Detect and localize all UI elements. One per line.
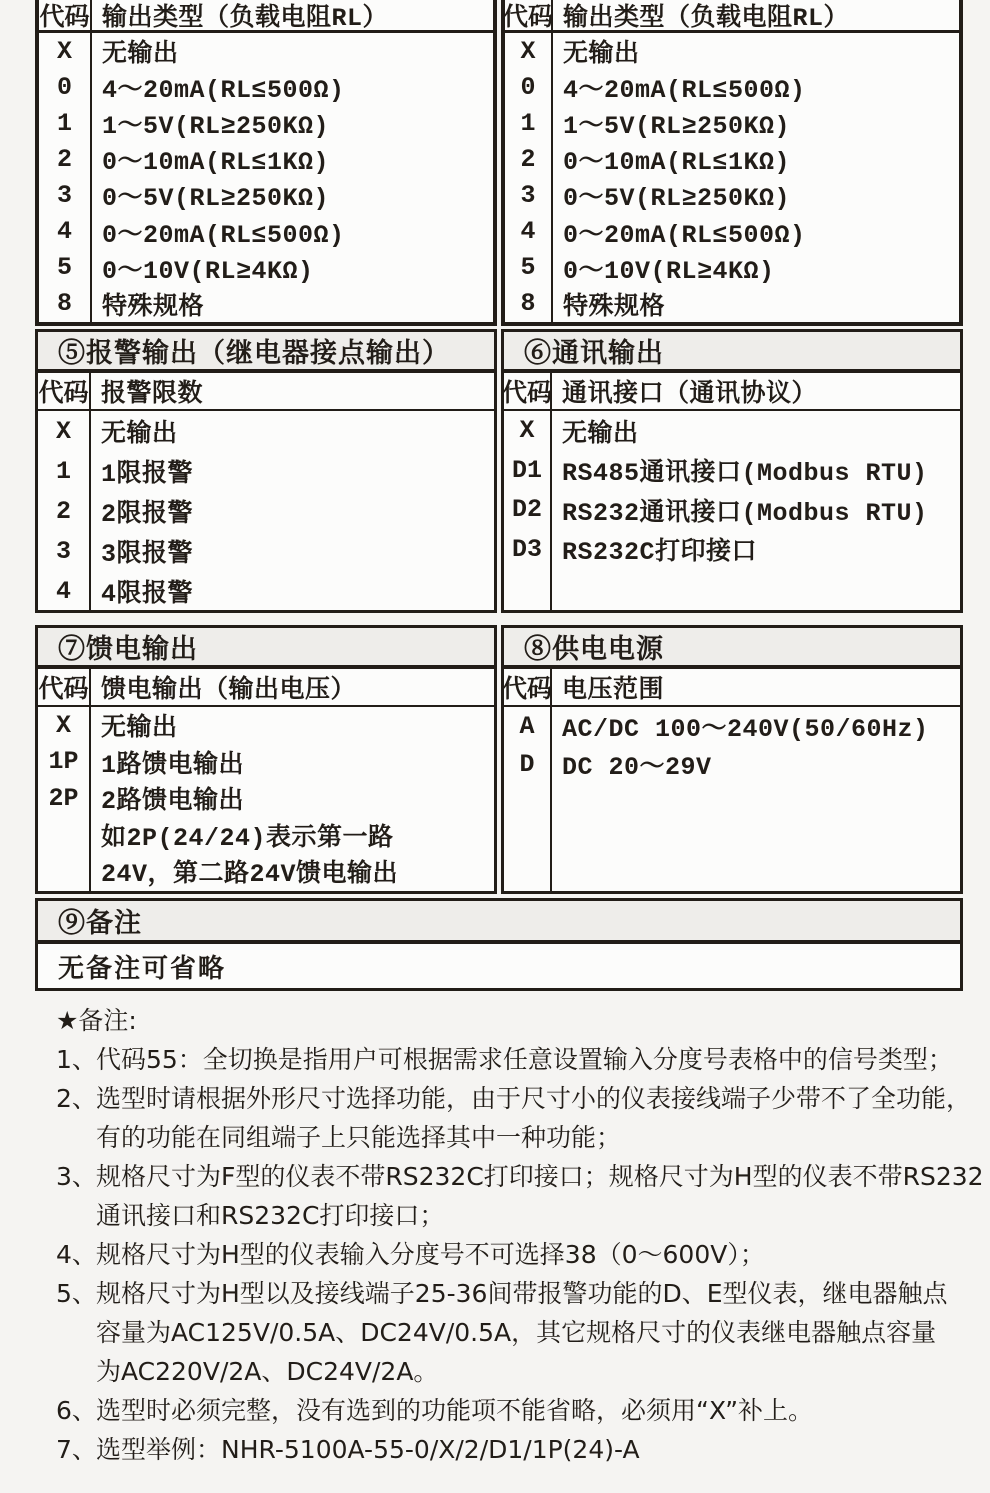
row-desc: 0～10mA(RL≤1KΩ)	[102, 148, 330, 178]
table-row	[505, 213, 959, 249]
table-filler	[504, 569, 960, 610]
footnote-line	[56, 1313, 976, 1352]
header-desc: 输出类型（负载电阻RL）	[102, 4, 389, 30]
table-row	[504, 451, 960, 491]
row-desc: 2路馈电输出	[101, 787, 245, 817]
footnote-line	[56, 1391, 976, 1430]
filler-desc	[552, 783, 960, 891]
footnote-text: 规格尺寸为H型的仪表输入分度号不可选择38（0～600V）；	[96, 1240, 765, 1269]
filler-code	[504, 783, 552, 891]
table-row	[505, 69, 959, 105]
filler-desc	[91, 890, 494, 892]
table-body	[504, 411, 960, 610]
header-code: 代码	[39, 0, 92, 30]
row-code: D1	[504, 451, 552, 491]
section-title: ⑤报警输出（继电器接点输出）	[38, 332, 494, 373]
table-header-row	[504, 669, 960, 707]
table-row	[38, 491, 494, 531]
table-rows	[39, 33, 493, 322]
row-code	[38, 817, 91, 854]
footnote-line	[56, 1430, 976, 1469]
footnote-number: 6、	[56, 1396, 97, 1425]
table-row	[504, 745, 960, 783]
row-code: 3	[505, 177, 553, 213]
row-desc: 3限报警	[101, 540, 194, 569]
table-rows	[38, 707, 494, 890]
table-row	[38, 571, 494, 610]
row-desc: 0～5V(RL≥250KΩ)	[102, 184, 330, 214]
section-alarm-output	[35, 329, 497, 613]
row-code: 2	[39, 141, 92, 177]
table-row	[39, 177, 493, 213]
row-code: 1	[39, 105, 92, 141]
row-desc: 0～20mA(RL≤500Ω)	[563, 220, 806, 250]
row-desc: 0～10V(RL≥4KΩ)	[102, 256, 314, 286]
row-desc: 1限报警	[101, 460, 194, 489]
row-code: X	[504, 411, 552, 451]
footnote-text: 代码55：全切换是指用户可根据需求任意设置输入分度号表格中的信号类型；	[96, 1045, 953, 1074]
footnote-line	[56, 1157, 984, 1196]
row-desc: 无输出	[563, 40, 640, 70]
table-row	[505, 105, 959, 141]
table-filler	[504, 783, 960, 891]
row-code: X	[38, 411, 91, 451]
row-code: 3	[38, 531, 91, 571]
row-desc: 0～5V(RL≥250KΩ)	[563, 184, 791, 214]
row-desc: 1～5V(RL≥250KΩ)	[563, 112, 791, 142]
table-row	[39, 33, 493, 69]
table-row	[39, 213, 493, 249]
footnote-number: 1、	[56, 1045, 97, 1074]
footnote-number: ★备注:	[56, 1006, 137, 1035]
table-header-row	[38, 373, 494, 411]
row-code: D2	[504, 490, 552, 530]
filler-code	[38, 890, 91, 892]
footnote-line	[56, 1235, 976, 1274]
table-row	[504, 707, 960, 745]
row-desc: 1路馈电输出	[101, 750, 245, 780]
table-row	[504, 411, 960, 451]
table-rows	[504, 707, 960, 783]
row-code: 1P	[38, 744, 91, 781]
table-rows	[38, 411, 494, 610]
table-header-row	[38, 669, 494, 707]
table-body	[39, 33, 493, 322]
footnote-number: 3、	[56, 1162, 97, 1191]
row-code: D	[504, 745, 552, 783]
row-desc: RS232C打印接口	[562, 538, 758, 568]
row-code: 8	[505, 286, 553, 322]
row-desc: DC 20～29V	[562, 753, 712, 782]
row-desc: 如2P(24/24)表示第一路	[101, 823, 394, 853]
row-desc: 0～10V(RL≥4KΩ)	[563, 256, 775, 286]
output-type-table-left	[35, 0, 497, 326]
row-desc: 0～20mA(RL≤500Ω)	[102, 220, 345, 250]
table-filler	[38, 890, 494, 892]
footnote-lines	[56, 1001, 984, 1469]
row-code: X	[39, 33, 92, 69]
footnote-line	[56, 1118, 976, 1157]
row-code: 2P	[38, 780, 91, 817]
row-code: 1	[38, 451, 91, 491]
row-code: 5	[39, 250, 92, 286]
section-title: ⑧供电电源	[504, 628, 960, 669]
header-code: 代码	[38, 373, 91, 409]
footnotes	[56, 1001, 984, 1469]
row-desc: AC/DC 100～240V(50/60Hz)	[562, 715, 929, 744]
footnote-number: 5、	[56, 1279, 97, 1308]
row-code: 5	[505, 250, 553, 286]
header-desc: 报警限数	[101, 380, 204, 409]
table-row	[39, 286, 493, 322]
footnote-number: 7、	[56, 1435, 97, 1464]
row-code: 4	[505, 213, 553, 249]
table-body	[38, 411, 494, 610]
table-row	[505, 141, 959, 177]
row-code: 8	[39, 286, 92, 322]
footnote-text: 有的功能在同组端子上只能选择其中一种功能；	[96, 1123, 622, 1152]
footnote-line	[56, 1274, 976, 1313]
footnote-text: 选型时必须完整，没有选到的功能项不能省略，必须用“X”补上。	[96, 1396, 814, 1425]
table-body	[38, 707, 494, 891]
row-desc: 无输出	[101, 420, 178, 449]
row-code	[38, 853, 91, 890]
header-code: 代码	[504, 669, 552, 705]
section-title: ⑨备注	[38, 901, 960, 944]
row-code: 0	[39, 69, 92, 105]
row-desc: RS232通讯接口(Modbus RTU)	[562, 498, 928, 528]
footnote-line	[56, 1196, 976, 1235]
table-rows	[505, 33, 959, 322]
header-desc: 馈电输出（输出电压）	[101, 676, 357, 705]
footnote-text: 规格尺寸为F型的仪表不带RS232C打印接口；规格尺寸为H型的仪表不带RS232	[96, 1162, 984, 1191]
output-type-table-right	[501, 0, 963, 326]
table-row	[38, 411, 494, 451]
footnote-line	[56, 1079, 976, 1118]
section-power-supply	[501, 625, 963, 894]
footnote-number: 4、	[56, 1240, 97, 1269]
remark-text: 无备注可省略	[58, 954, 227, 985]
table-row	[505, 33, 959, 69]
header-desc: 通讯接口（通讯协议）	[562, 380, 818, 409]
table-row	[504, 490, 960, 530]
table-row	[38, 531, 494, 571]
table-row	[39, 69, 493, 105]
table-row	[504, 530, 960, 570]
section-communication-output	[501, 329, 963, 613]
section-title: ⑦馈电输出	[38, 628, 494, 669]
footnote-number: 2、	[56, 1084, 97, 1113]
section-remark	[35, 898, 963, 991]
footnote-line	[56, 1352, 976, 1391]
header-code: 代码	[505, 0, 553, 30]
table-row	[39, 141, 493, 177]
header-desc: 电压范围	[562, 676, 665, 705]
table-row	[505, 177, 959, 213]
header-desc: 输出类型（负载电阻RL）	[563, 4, 850, 30]
table-row	[38, 707, 494, 744]
row-code: X	[505, 33, 553, 69]
row-code: 2	[505, 141, 553, 177]
row-code: 1	[505, 105, 553, 141]
header-code: 代码	[38, 669, 91, 705]
row-code: X	[38, 707, 91, 744]
row-desc: 无输出	[101, 714, 178, 744]
section-feed-output	[35, 625, 497, 894]
table-row	[38, 853, 494, 890]
row-desc: 1～5V(RL≥250KΩ)	[102, 112, 330, 142]
footnote-line	[56, 1040, 976, 1079]
row-desc: 0～10mA(RL≤1KΩ)	[563, 148, 791, 178]
row-desc: 4～20mA(RL≤500Ω)	[102, 76, 345, 106]
table-row	[38, 744, 494, 781]
footnote-text: 为AC220V/2A、DC24V/2A。	[96, 1357, 439, 1386]
footnote-line	[56, 1001, 976, 1040]
row-code: 4	[39, 213, 92, 249]
footnote-text: 规格尺寸为H型以及接线端子25-36间带报警功能的D、E型仪表，继电器触点	[96, 1279, 948, 1308]
row-code: 2	[38, 491, 91, 531]
table-header-row	[505, 0, 959, 33]
row-desc: 无输出	[562, 419, 639, 449]
row-desc: RS485通讯接口(Modbus RTU)	[562, 459, 928, 489]
footnote-text: 选型举例：NHR-5100A-55-0/X/2/D1/1P(24)-A	[96, 1435, 640, 1464]
row-code: 3	[39, 177, 92, 213]
table-row	[39, 105, 493, 141]
table-rows	[504, 411, 960, 569]
footnote-text: 容量为AC125V/0.5A、DC24V/0.5A，其它规格尺寸的仪表继电器触点容量	[96, 1318, 937, 1347]
table-row	[38, 451, 494, 491]
row-code: A	[504, 707, 552, 745]
row-desc: 无输出	[102, 40, 179, 70]
table-header-row	[39, 0, 493, 33]
section-title: ⑥通讯输出	[504, 332, 960, 373]
table-body	[504, 707, 960, 891]
row-desc: 特殊规格	[563, 292, 666, 322]
table-body	[505, 33, 959, 322]
table-row	[39, 250, 493, 286]
table-row	[505, 250, 959, 286]
row-desc: 4限报警	[101, 580, 194, 609]
row-code: D3	[504, 530, 552, 570]
row-desc: 4～20mA(RL≤500Ω)	[563, 76, 806, 106]
row-desc: 24V，第二路24V馈电输出	[101, 860, 399, 890]
filler-code	[504, 569, 552, 610]
header-code: 代码	[504, 373, 552, 409]
filler-desc	[552, 569, 960, 610]
row-desc: 2限报警	[101, 500, 194, 529]
table-row	[38, 817, 494, 854]
row-code: 0	[505, 69, 553, 105]
table-header-row	[504, 373, 960, 411]
row-code: 4	[38, 571, 91, 610]
footnote-text: 通讯接口和RS232C打印接口；	[96, 1201, 445, 1230]
footnote-text: 选型时请根据外形尺寸选择功能，由于尺寸小的仪表接线端子少带不了全功能，	[96, 1084, 972, 1113]
row-desc: 特殊规格	[102, 292, 205, 322]
table-row	[505, 286, 959, 322]
table-row	[38, 780, 494, 817]
